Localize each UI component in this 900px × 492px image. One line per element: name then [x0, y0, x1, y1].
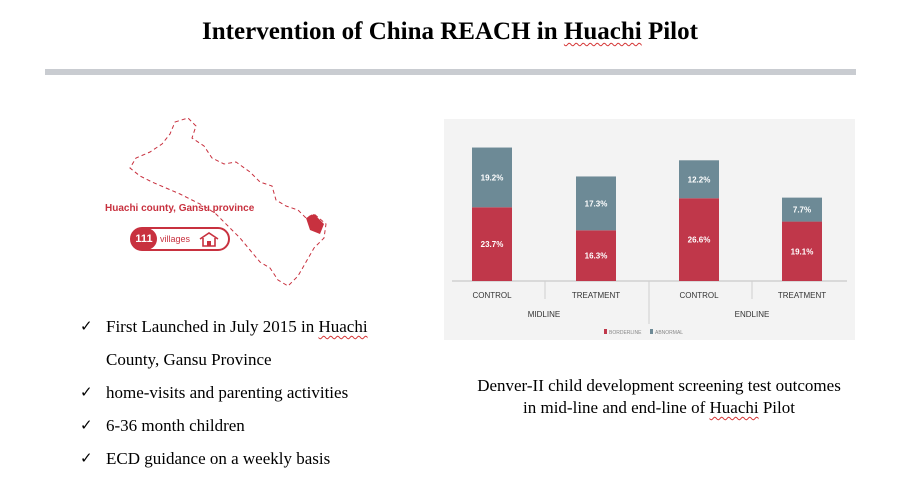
data-label: 26.6%: [687, 235, 711, 245]
house-icon: [198, 231, 220, 247]
legend-label: BORDERLINE: [609, 330, 642, 336]
group-label: ENDLINE: [734, 310, 770, 319]
x-tick-label: CONTROL: [679, 291, 719, 300]
data-label: 23.7%: [480, 240, 504, 250]
stacked-bar-chart: [444, 119, 855, 340]
list-item-continued: County, Gansu Province: [106, 350, 272, 369]
data-label: 12.2%: [687, 175, 711, 185]
data-label: 17.3%: [584, 199, 608, 209]
slide-title: [0, 18, 900, 46]
chart-caption: [444, 375, 874, 419]
checkmark-icon: ✓: [80, 416, 93, 434]
checkmark-icon: ✓: [80, 317, 93, 335]
intervention-list: [80, 310, 368, 475]
caption-line-2: in mid-line and end-line of Huachi Pilot: [523, 398, 795, 417]
data-label: 7.7%: [792, 205, 812, 215]
title-main: Intervention of China REACH in: [202, 18, 558, 45]
villages-word: villages: [160, 234, 191, 244]
data-label: 19.1%: [790, 247, 814, 257]
x-tick-label: CONTROL: [472, 291, 512, 300]
denver-chart-panel: [444, 119, 855, 340]
data-label: 19.2%: [480, 173, 504, 183]
legend-swatch: [604, 329, 607, 334]
x-tick-label: TREATMENT: [777, 291, 827, 300]
caption-line-1: Denver-II child development screening test outcomes: [477, 376, 841, 395]
list-item: ✓ ECD guidance on a weekly basis: [80, 442, 368, 475]
checkmark-icon: ✓: [80, 449, 93, 467]
title-divider: [45, 69, 856, 75]
gansu-map: [100, 110, 400, 290]
title-place: Huachi: [563, 18, 642, 45]
legend-swatch: [650, 329, 653, 334]
province-border: [130, 118, 326, 286]
x-tick-label: TREATMENT: [571, 291, 621, 300]
list-item: ✓ home-visits and parenting activities: [80, 376, 368, 409]
location-label: Huachi county, Gansu province: [105, 203, 255, 214]
villages-count: 111: [131, 228, 157, 250]
list-item: ✓ First Launched in July 2015 in Huachi: [80, 310, 368, 343]
checkmark-icon: ✓: [80, 383, 93, 401]
group-label: MIDLINE: [527, 310, 561, 319]
list-item: ✓ 6-36 month children: [80, 409, 368, 442]
huachi-county-shape: [306, 214, 324, 234]
villages-badge: [130, 227, 230, 251]
data-label: 16.3%: [584, 251, 608, 261]
legend-label: ABNORMAL: [655, 330, 684, 336]
gansu-outline-map: [100, 110, 400, 290]
title-end: Pilot: [647, 18, 698, 45]
